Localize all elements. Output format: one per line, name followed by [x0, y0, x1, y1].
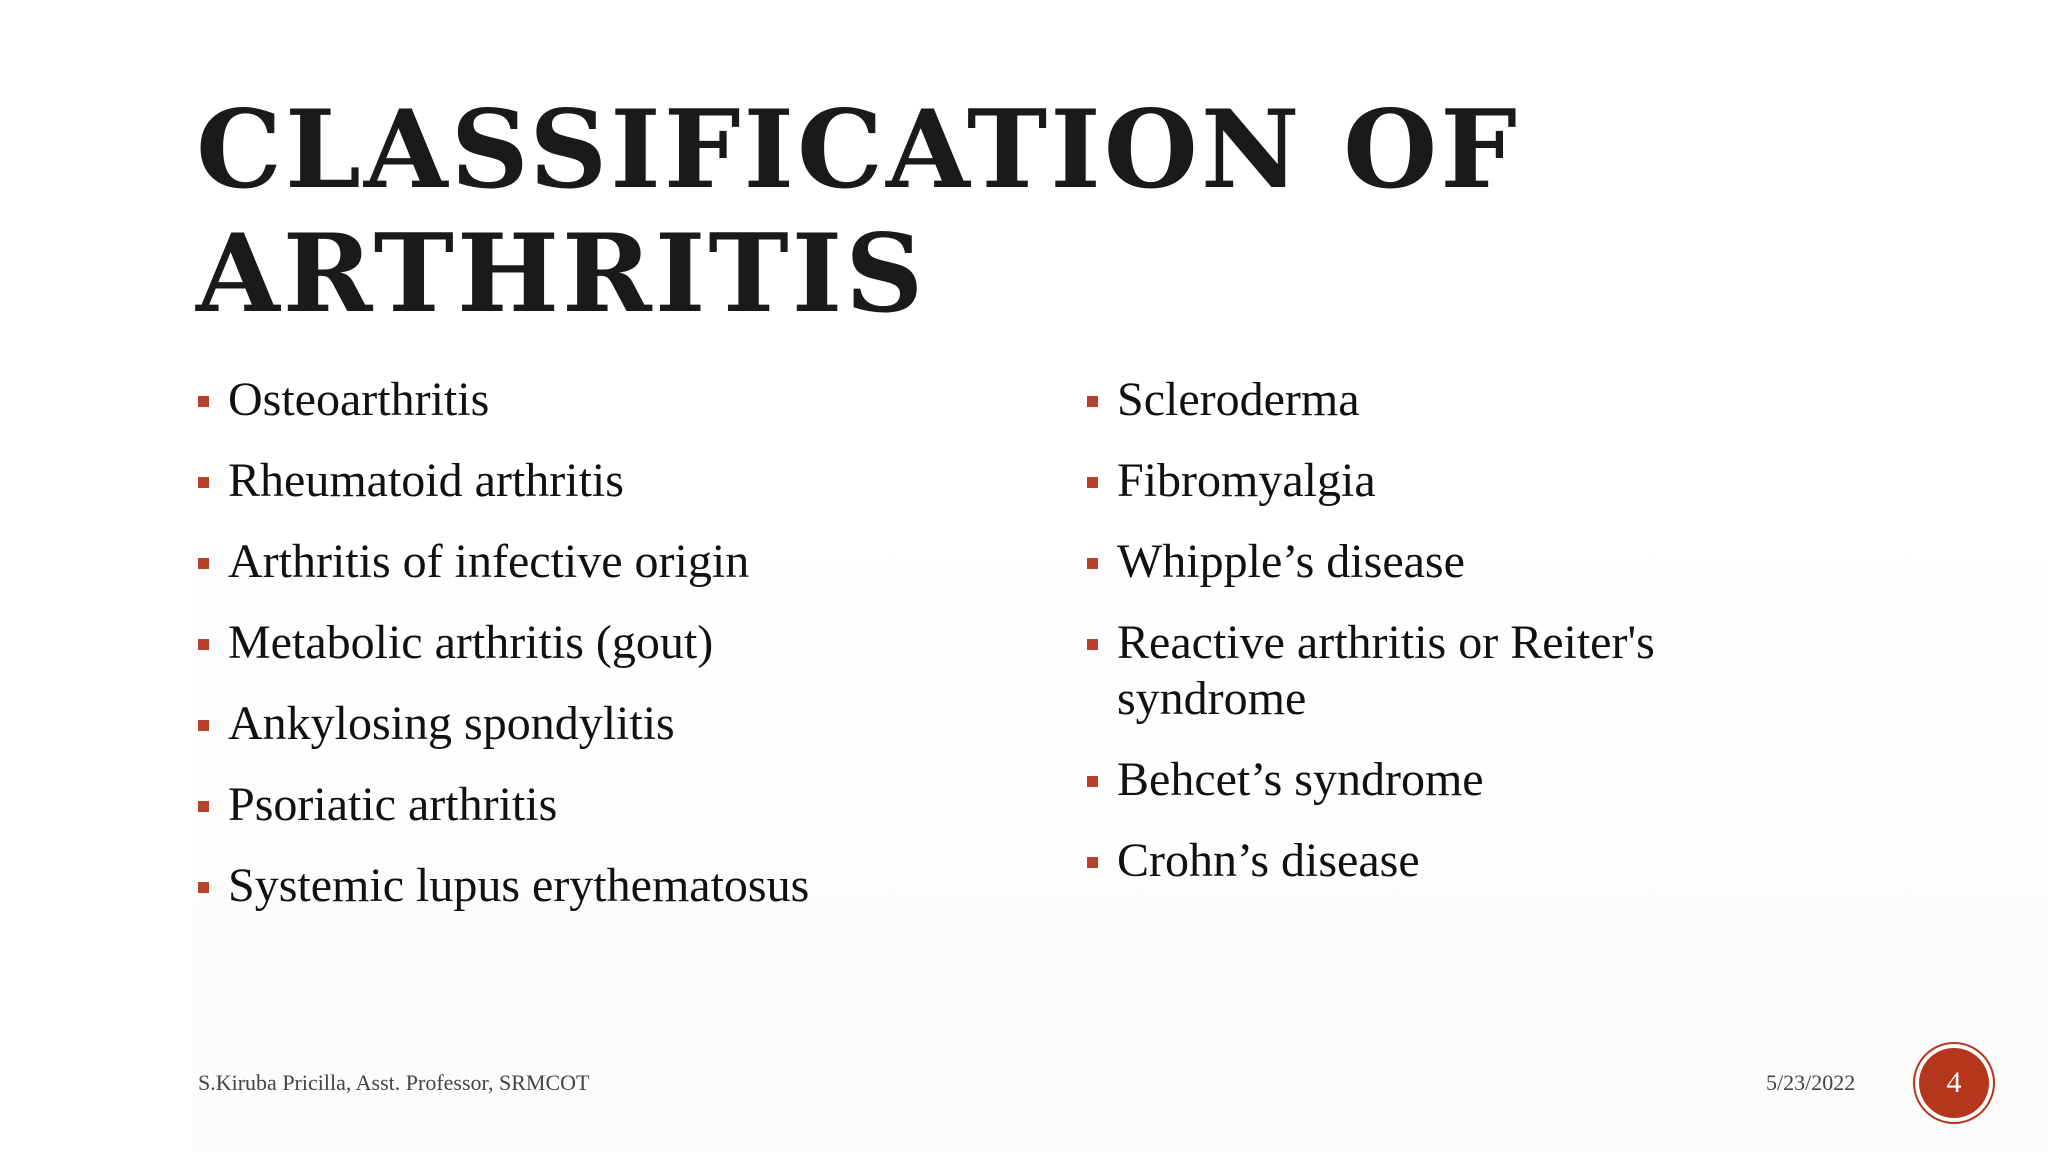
footer-date: 5/23/2022	[1766, 1070, 1856, 1095]
list-item	[198, 615, 1038, 671]
list-item-text: Psoriatic arthritis	[228, 778, 558, 831]
list-item-text: Reactive arthritis or Reiter's syndrome	[1117, 616, 1655, 725]
square-bullet-icon	[198, 801, 209, 812]
list-item-text: Behcet’s syndrome	[1117, 753, 1484, 806]
square-bullet-icon	[1087, 776, 1098, 787]
slide-title	[196, 88, 1520, 336]
list-item-text: Systemic lupus erythematosus	[228, 859, 810, 912]
title-line-1: CLASSIFICATION OF	[196, 87, 1520, 213]
list-item	[1087, 615, 1807, 727]
list-item-text: Whipple’s disease	[1117, 535, 1465, 588]
left-bullet-list	[198, 372, 1038, 939]
list-item-text: Osteoarthritis	[228, 373, 490, 426]
square-bullet-icon	[198, 882, 209, 893]
list-item	[1087, 453, 1807, 509]
list-item	[198, 696, 1038, 752]
list-item	[1087, 833, 1807, 889]
list-item-text: Metabolic arthritis (gout)	[228, 616, 714, 669]
square-bullet-icon	[1087, 477, 1098, 488]
list-item-text: Scleroderma	[1117, 373, 1360, 426]
list-item	[198, 372, 1038, 428]
list-item	[1087, 752, 1807, 808]
list-item-text: Ankylosing spondylitis	[228, 697, 675, 750]
list-item	[198, 858, 1038, 914]
square-bullet-icon	[198, 639, 209, 650]
page-number-badge	[1919, 1048, 1989, 1118]
footer-author: S.Kiruba Pricilla, Asst. Professor, SRMCOT	[198, 1070, 590, 1095]
title-line-2: ARTHRITIS	[196, 211, 927, 337]
list-item-text: Rheumatoid arthritis	[228, 454, 624, 507]
square-bullet-icon	[1087, 639, 1098, 650]
list-item	[1087, 534, 1807, 590]
list-item	[198, 453, 1038, 509]
list-item	[198, 534, 1038, 590]
list-item	[1087, 372, 1807, 428]
list-item-text: Arthritis of infective origin	[228, 535, 750, 588]
right-bullet-list	[1087, 372, 1807, 914]
list-item-text: Fibromyalgia	[1117, 454, 1376, 507]
square-bullet-icon	[1087, 396, 1098, 407]
square-bullet-icon	[1087, 857, 1098, 868]
square-bullet-icon	[198, 558, 209, 569]
square-bullet-icon	[198, 477, 209, 488]
page-number: 4	[1946, 1066, 1962, 1099]
square-bullet-icon	[198, 720, 209, 731]
list-item	[198, 777, 1038, 833]
list-item-text: Crohn’s disease	[1117, 834, 1420, 887]
square-bullet-icon	[198, 396, 209, 407]
square-bullet-icon	[1087, 558, 1098, 569]
